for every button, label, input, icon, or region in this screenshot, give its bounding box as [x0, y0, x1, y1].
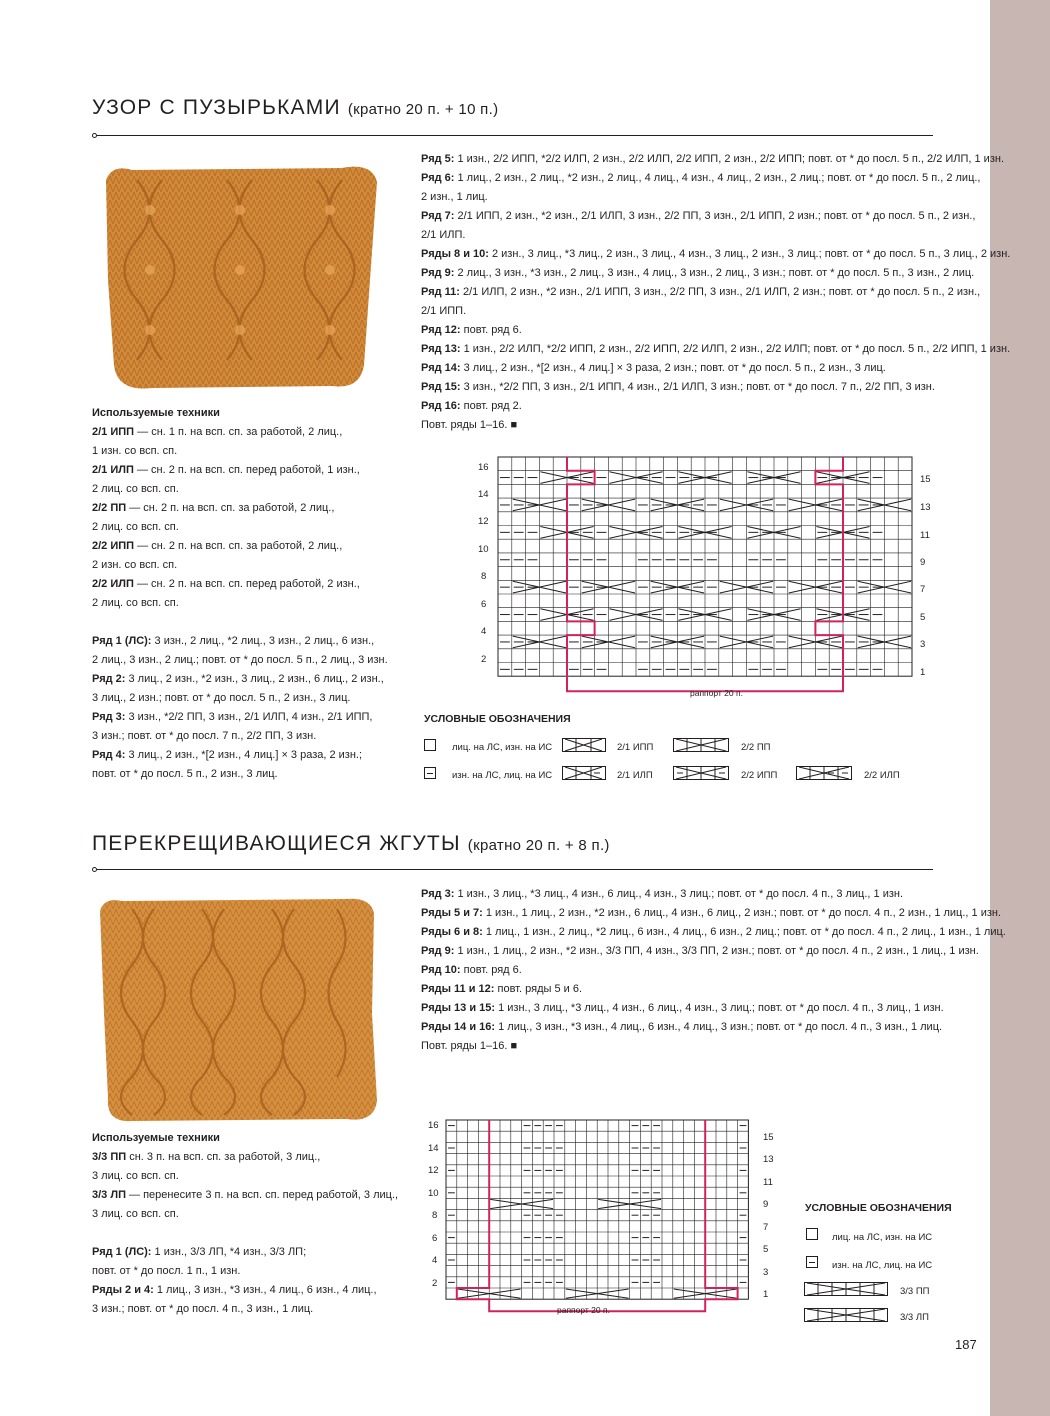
- legend-item-label: 2/1 ИЛП: [617, 770, 653, 781]
- section-1-chart: [478, 452, 938, 702]
- section-1-swatch-photo: [92, 160, 382, 398]
- row-instruction: Ряд 15: 3 изн., *2/2 ПП, 3 изн., 2/1 ИПП, 4 изн., 2/1 ИЛП, 3 изн.; повт. от * до посл. 7 п., 2/2 ПП, 3 изн.: [421, 381, 935, 393]
- legend-item-label: 2/2 ПП: [741, 742, 771, 753]
- chart-row-number: 6: [481, 599, 487, 610]
- legend-item-label: 2/1 ИПП: [617, 742, 654, 753]
- cable-3-3-lc-symbol: [804, 1308, 888, 1322]
- chart-row-number: 10: [478, 544, 489, 555]
- chart-row-number: 9: [920, 557, 926, 568]
- legend-item-label: 2/2 ИПП: [741, 770, 778, 781]
- row-instruction: Ряд 1 (ЛС): 1 изн., 3/3 ЛП, *4 изн., 3/3 ЛП;: [92, 1246, 307, 1258]
- chart-row-number: 7: [763, 1222, 769, 1233]
- row-instruction: Ряд 9: 2 лиц., 3 изн., *3 изн., 2 лиц., 3 изн., 4 лиц., 3 изн., 2 лиц., 3 изн.; повт. от * до посл. 5 п., 3 изн., 2 лиц.: [421, 267, 975, 279]
- chart-row-number: 11: [763, 1177, 773, 1188]
- chart-row-number: 5: [920, 612, 926, 623]
- chart-row-number: 3: [763, 1267, 769, 1278]
- section-1-title: УЗОР С ПУЗЫРЬКАМИ (кратно 20 п. + 10 п.): [92, 96, 499, 119]
- chart-row-number: 4: [481, 626, 487, 637]
- row-instruction: Ряд 2: 3 лиц., 2 изн., *2 изн., 3 лиц., 2 изн., 6 лиц., 2 изн.,: [92, 673, 384, 685]
- chart-row-number: 11: [920, 530, 930, 541]
- section-2-rule: [97, 869, 933, 870]
- chart-row-number: 14: [478, 489, 489, 500]
- row-instruction: Ряд 6: 1 лиц., 2 изн., 2 лиц., *2 изн., 2 лиц., 4 лиц., 4 изн., 4 лиц., 2 изн., 2 лиц.; повт. от * до посл. 5 п., 2 лиц.,: [421, 172, 981, 184]
- purl-symbol: [424, 767, 436, 779]
- row-instruction: Ряды 5 и 7: 1 изн., 1 лиц., 2 изн., *2 изн., 6 лиц., 4 изн., 6 лиц., 2 изн.; повт. от * до посл. 4 п., 2 изн., 1 лиц., 1 изн.: [421, 907, 1002, 919]
- legend-heading: УСЛОВНЫЕ ОБОЗНАЧЕНИЯ: [805, 1202, 952, 1214]
- cable-2-2-rpc-symbol: [673, 766, 729, 780]
- chart-row-number: 3: [920, 639, 926, 650]
- row-instruction: Ряд 16: повт. ряд 2.: [421, 400, 522, 412]
- purl-symbol: [806, 1256, 818, 1268]
- section-2-chart: [424, 1115, 784, 1320]
- legend-heading: УСЛОВНЫЕ ОБОЗНАЧЕНИЯ: [424, 713, 571, 725]
- cable-2-2-lpc-symbol: [796, 766, 852, 780]
- legend-item-label: 2/2 ИЛП: [864, 770, 900, 781]
- page-number: 187: [955, 1337, 977, 1352]
- cable-3-3-rc-symbol: [804, 1282, 888, 1296]
- chart-row-number: 10: [428, 1188, 439, 1199]
- row-instruction: Ряды 13 и 15: 1 изн., 3 лиц., *3 лиц., 4 изн., 6 лиц., 4 изн., 3 лиц.; повт. от * до посл. 4 п., 3 лиц., 1 изн.: [421, 1002, 944, 1014]
- repeat-label: раппорт 20 п.: [690, 688, 743, 698]
- knit-symbol: [424, 739, 436, 751]
- section-1-techniques: Используемые техники 2/1 ИПП — сн. 1 п. на всп. сп. за работой, 2 лиц., 1 изн. со всп. сп. 2/1 ИЛП — сн. 2 п. на всп. сп. перед работой, 1 изн., 2 лиц. со всп. сп. 2/2 ПП — сн. 2 п. на всп. сп. за работой, 2 лиц., 2 лиц. со всп. сп. 2/2 ИПП — сн. 2 п. на всп. сп. за работой, 2 лиц., 2 изн. со всп. сп. 2/2 ИЛП — сн. 2 п. на всп. сп. перед работой, 2 изн., 2 лиц. со всп. сп. Ряд 1 (ЛС): 3 изн., 2 лиц., *2 лиц., 3 изн., 2 лиц., 6 изн., 2 лиц., 3 изн., 2 лиц.; повт. от * до посл. 5 п., 2 лиц., 3 изн. Ряд 2: 3 лиц., 2 изн., *2 изн., 3 лиц., 2 изн., 6 лиц., 2 изн., 3 лиц., 2 изн.; повт. от * до посл. 5 п., 2 изн., 3 лиц. Ряд 3: 3 изн., *2/2 ПП, 3 изн., 2/1 ИЛП, 4 изн., 2/1 ИПП, 3 изн.; повт. от * до посл. 7 п., 2/2 ПП, 3 изн. Ряд 4: 3 лиц., 2 изн., *[2 изн., 4 лиц.] × 3 раза, 2 изн.; повт. от * до посл. 5 п., 2 изн., 3 лиц.: [92, 407, 388, 780]
- section-2-title: ПЕРЕКРЕЩИВАЮЩИЕСЯ ЖГУТЫ (кратно 20 п. + 8 п.): [92, 832, 610, 855]
- chart-row-number: 1: [763, 1289, 769, 1300]
- chart-row-number: 2: [481, 654, 487, 665]
- chart-row-number: 16: [478, 462, 489, 473]
- chart-row-number: 6: [432, 1233, 438, 1244]
- chart-row-number: 8: [432, 1210, 438, 1221]
- chart-row-number: 13: [920, 502, 931, 513]
- chart-row-number: 15: [763, 1132, 774, 1143]
- chart-row-number: 14: [428, 1143, 439, 1154]
- section-1-rows: Ряд 5: 1 изн., 2/2 ИПП, *2/2 ИЛП, 2 изн., 2/2 ИЛП, 2/2 ИПП, 2 изн., 2/2 ИПП; повт. от * до посл. 5 п., 2/2 ИЛП, 1 изн. Ряд 6: 1 лиц., 2 изн., 2 лиц., *2 изн., 2 лиц., 4 лиц., 4 изн., 4 лиц., 2 изн., 2 лиц.; повт. от * до посл. 5 п., 2 лиц., 2 изн., 1 лиц. Ряд 7: 2/1 ИПП, 2 изн., *2 изн., 2/1 ИЛП, 3 изн., 2/2 ПП, 3 изн., 2/1 ИПП, 2 изн.; повт. от * до посл. 5 п., 2 изн., 2/1 ИЛП. Ряды 8 и 10: 2 изн., 3 лиц., *3 лиц., 2 изн., 3 лиц., 4 изн., 3 лиц., 2 изн., 3 лиц.; повт. от * до посл. 5 п., 3 лиц., 2 изн. Ряд 9: 2 лиц., 3 изн., *3 изн., 2 лиц., 3 изн., 4 лиц., 3 изн., 2 лиц., 3 изн.; повт. от * до посл. 5 п., 3 изн., 2 лиц. Ряд 11: 2/1 ИЛП, 2 изн., *2 изн., 2/1 ИПП, 3 изн., 2/2 ПП, 3 изн., 2/1 ИЛП, 2 изн.; повт. от * до посл. 5 п., 2 изн., 2/1 ИПП. Ряд 12: повт. ряд 6. Ряд 13: 1 изн., 2/2 ИЛП, *2/2 ИПП, 2 изн., 2/2 ИПП, 2/2 ИЛП, 2 изн., 2/2 ИЛП; повт. от * до посл. 5 п., 2/2 ИПП, 1 изн. Ряд 14: 3 лиц., 2 изн., *[2 изн., 4 лиц.] × 3 раза, 2 изн.; повт. от * до посл. 5 п., 2 изн., 3 лиц. Ряд 15: 3 изн., *2/2 ПП, 3 изн., 2/1 ИПП, 4 изн., 2/1 ИЛП, 3 изн.; повт. от * до посл. 7 п., 2/2 ПП, 3 изн. Ряд 16: повт. ряд 2. Повт. ряды 1–16. ■: [421, 150, 1010, 435]
- row-instruction: Ряды 6 и 8: 1 лиц., 1 изн., 2 лиц., *2 лиц., 6 изн., 4 лиц., 6 изн., 2 лиц.; повт. от * до посл. 4 п., 2 лиц., 1 изн., 1 лиц.: [421, 926, 1006, 938]
- techniques-heading: Используемые техники: [92, 407, 220, 419]
- section-2-techniques: Используемые техники 3/3 ПП сн. 3 п. на всп. сп. за работой, 3 лиц., 3 лиц. со всп. сп. 3/3 ЛП — перенесите 3 п. на всп. сп. перед работой, 3 лиц., 3 лиц. со всп. сп. Ряд 1 (ЛС): 1 изн., 3/3 ЛП, *4 изн., 3/3 ЛП; повт. от * до посл. 1 п., 1 изн. Ряды 2 и 4: 1 лиц., 3 изн., *3 изн., 4 лиц., 6 изн., 4 лиц., 3 изн.; повт. от * до посл. 4 п., 3 изн., 1 лиц.: [92, 1132, 399, 1315]
- row-instruction: Ряд 11: 2/1 ИЛП, 2 изн., *2 изн., 2/1 ИПП, 3 изн., 2/2 ПП, 3 изн., 2/1 ИЛП, 2 изн.; повт. от * до посл. 5 п., 2 изн.,: [421, 286, 981, 298]
- chart-row-number: 5: [763, 1244, 769, 1255]
- legend-knit-label: лиц. на ЛС, изн. на ИС: [832, 1232, 933, 1243]
- knit-symbol: [806, 1228, 818, 1240]
- techniques-heading: Используемые техники: [92, 1132, 220, 1144]
- row-instruction: Ряд 9: 1 изн., 1 лиц., 2 изн., *2 изн., 3/3 ПП, 4 изн., 3/3 ПП, 2 изн.; повт. от * до посл. 4 п., 2 изн., 1 лиц., 1 изн.: [421, 945, 979, 957]
- chart-row-number: 15: [920, 474, 931, 485]
- chart-row-number: 8: [481, 571, 487, 582]
- repeat-label: раппорт 20 п.: [557, 1305, 610, 1315]
- chart-row-number: 1: [920, 667, 926, 678]
- legend-knit-label: лиц. на ЛС, изн. на ИС: [452, 742, 553, 753]
- repeat-note: Повт. ряды 1–16. ■: [421, 419, 518, 431]
- cable-2-1-lpc-symbol: [562, 766, 606, 780]
- row-instruction: Ряды 2 и 4: 1 лиц., 3 изн., *3 изн., 4 лиц., 6 изн., 4 лиц.,: [92, 1284, 377, 1296]
- chart-row-number: 4: [432, 1255, 438, 1266]
- cable-2-1-rpc-symbol: [562, 738, 606, 752]
- chart-row-number: 12: [478, 516, 489, 527]
- row-instruction: Ряд 3: 3 изн., *2/2 ПП, 3 изн., 2/1 ИЛП, 4 изн., 2/1 ИПП,: [92, 711, 373, 723]
- row-instruction: Ряды 8 и 10: 2 изн., 3 лиц., *3 лиц., 2 изн., 3 лиц., 4 изн., 3 лиц., 2 изн., 3 лиц.; повт. от * до посл. 5 п., 3 лиц., 2 изн.: [421, 248, 1011, 260]
- cable-2-2-rc-symbol: [673, 738, 729, 752]
- row-instruction: Ряд 5: 1 изн., 2/2 ИПП, *2/2 ИЛП, 2 изн., 2/2 ИЛП, 2/2 ИПП, 2 изн., 2/2 ИПП; повт. от * до посл. 5 п., 2/2 ИЛП, 1 изн.: [421, 153, 1005, 165]
- row-instruction: Ряды 11 и 12: повт. ряды 5 и 6.: [421, 983, 582, 995]
- row-instruction: Ряд 1 (ЛС): 3 изн., 2 лиц., *2 лиц., 3 изн., 2 лиц., 6 изн.,: [92, 635, 375, 647]
- chart-row-number: 12: [428, 1165, 439, 1176]
- row-instruction: Ряд 3: 1 изн., 3 лиц., *3 лиц., 4 изн., 6 лиц., 4 изн., 3 лиц.; повт. от * до посл. 4 п., 3 лиц., 1 изн.: [421, 888, 904, 900]
- chart-row-number: 13: [763, 1154, 774, 1165]
- row-instruction: Ряд 14: 3 лиц., 2 изн., *[2 изн., 4 лиц.] × 3 раза, 2 изн.; повт. от * до посл. 5 п., 2 изн., 3 лиц.: [421, 362, 886, 374]
- chart-row-number: 2: [432, 1278, 438, 1289]
- repeat-note: Повт. ряды 1–16. ■: [421, 1040, 518, 1052]
- legend-item-label: 3/3 ЛП: [900, 1312, 929, 1323]
- row-instruction: Ряд 10: повт. ряд 6.: [421, 964, 522, 976]
- chart-row-number: 7: [920, 584, 926, 595]
- row-instruction: Ряд 12: повт. ряд 6.: [421, 324, 522, 336]
- chart-row-number: 9: [763, 1199, 769, 1210]
- legend-item-label: 3/3 ПП: [900, 1286, 930, 1297]
- section-2-swatch-photo: [92, 893, 382, 1125]
- row-instruction: Ряды 14 и 16: 1 лиц., 3 изн., *3 изн., 4 лиц., 6 изн., 4 лиц., 3 изн.; повт. от * до посл. 4 п., 3 изн., 1 лиц.: [421, 1021, 943, 1033]
- row-instruction: Ряд 4: 3 лиц., 2 изн., *[2 изн., 4 лиц.] × 3 раза, 2 изн.;: [92, 749, 363, 761]
- section-1-rule: [97, 135, 933, 136]
- legend-purl-label: изн. на ЛС, лиц. на ИС: [452, 770, 553, 781]
- section-2-rows: [421, 885, 1006, 1056]
- row-instruction: Ряд 13: 1 изн., 2/2 ИЛП, *2/2 ИПП, 2 изн., 2/2 ИПП, 2/2 ИЛП, 2 изн., 2/2 ИЛП; повт. от * до посл. 5 п., 2/2 ИПП, 1 изн.: [421, 343, 1011, 355]
- legend-purl-label: изн. на ЛС, лиц. на ИС: [832, 1260, 933, 1271]
- row-instruction: Ряд 7: 2/1 ИПП, 2 изн., *2 изн., 2/1 ИЛП, 3 изн., 2/2 ПП, 3 изн., 2/1 ИПП, 2 изн.; повт. от * до посл. 5 п., 2 изн.,: [421, 210, 976, 222]
- chart-row-number: 16: [428, 1120, 439, 1131]
